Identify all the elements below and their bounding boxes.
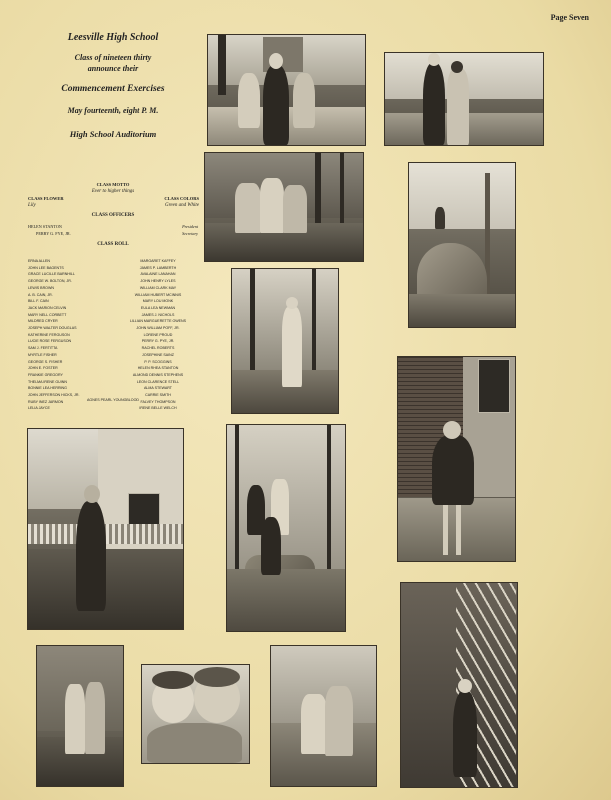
motto-label: CLASS MOTTO bbox=[96, 182, 130, 187]
officers-heading: CLASS OFFICERS bbox=[91, 213, 135, 218]
photo-girl-under-trees bbox=[231, 268, 339, 414]
roll-name: JOHN LEE BAGENTS bbox=[28, 265, 64, 270]
roll-name: HELEN RHEA STANTON bbox=[137, 366, 179, 371]
officer-title: President bbox=[182, 224, 198, 229]
motto-value: Ever to higher things bbox=[91, 189, 135, 194]
officer-title: Secretary bbox=[182, 231, 198, 236]
roll-name: KATHERINE FERGUSON bbox=[28, 332, 70, 337]
photo-boy-on-fire-escape bbox=[400, 582, 518, 788]
officer-row bbox=[28, 224, 198, 229]
event-title: Commencement Exercises bbox=[61, 84, 165, 94]
roll-last-name: AGNES PEARL YOUNGBLOOD bbox=[87, 398, 139, 402]
photo-group-on-stump bbox=[226, 424, 346, 632]
photo-three-students-porch bbox=[207, 34, 366, 146]
roll-name: AVALAINE LANAHAN bbox=[140, 272, 176, 277]
roll-name: LUCIE ROSE FERGUSON bbox=[28, 339, 72, 344]
roll-name: FRANKIE GREGORY bbox=[28, 372, 63, 377]
photo-girl-on-rock bbox=[408, 162, 516, 328]
roll-name: ALMA STEWART bbox=[144, 386, 172, 391]
class-line bbox=[28, 52, 198, 74]
photo-pair-in-grass bbox=[270, 645, 377, 787]
colors-label: CLASS COLORS bbox=[164, 196, 199, 201]
roll-left-column bbox=[28, 258, 80, 412]
school-name: Leesville High School bbox=[67, 32, 159, 43]
roll-name: MYRTLE FISHER bbox=[28, 352, 57, 357]
roll-name: ERNA ALLEN bbox=[28, 259, 50, 263]
roll-name: MARY LOU MONK bbox=[142, 299, 174, 304]
roll-name: EULA LEA NEWMAN bbox=[140, 305, 176, 310]
roll-name: LEON CLARENCE STELL bbox=[136, 379, 180, 384]
flower-label: CLASS FLOWER bbox=[28, 196, 64, 201]
photo-boy-with-saxophone bbox=[27, 428, 184, 630]
photo-couple-standing bbox=[384, 52, 544, 146]
roll-name: LORENE PROUD bbox=[143, 332, 173, 337]
class-line-2: announce their bbox=[87, 64, 139, 73]
colors-value: Green and White bbox=[165, 203, 199, 208]
roll-name: P. P. SCOGGINS bbox=[144, 359, 172, 364]
roll-name: RUBY INEZ JARMON bbox=[28, 399, 64, 404]
roll-name: PERRY G. PYE, JR. bbox=[141, 339, 175, 344]
roll-name: WILLIAM HUBERT MCINNIS bbox=[134, 292, 182, 297]
page-number: Page Seven bbox=[550, 13, 589, 22]
flower-value: Lily bbox=[28, 203, 36, 208]
officer-name: PERRY G. FYE, JR. bbox=[36, 231, 71, 236]
roll-name: WILLIAM CLARK MAY bbox=[139, 285, 177, 290]
roll-name: JOHN JEFFERSON HICKS, JR. bbox=[28, 393, 80, 398]
roll-name: CARRIE SMITH bbox=[145, 393, 171, 398]
roll-name: FALVEY THOMPSON bbox=[140, 399, 176, 404]
roll-name: THELMA IRENE GUINN bbox=[28, 379, 67, 384]
roll-name: LEWIS BROWN bbox=[28, 285, 54, 290]
roll-name: A. B. CAIN, JR. bbox=[28, 292, 53, 297]
photo-girls-seated-woods bbox=[204, 152, 364, 262]
roll-name: MILDRED CRYER bbox=[28, 319, 58, 324]
roll-name: ALMOND DENNIS STEPHENS bbox=[132, 372, 184, 377]
invitation-block bbox=[28, 32, 198, 139]
photo-girl-by-brick-wall bbox=[397, 356, 516, 562]
roll-name: SAM J. FERTITTA bbox=[28, 346, 58, 351]
roll-name: JOHN E. FOSTER bbox=[28, 366, 58, 371]
event-place: High School Auditorium bbox=[69, 129, 157, 139]
photo-two-girls-house bbox=[36, 645, 124, 787]
roll-name: JOSEPH WALTER DOUGLAS bbox=[28, 326, 77, 331]
roll-right-column bbox=[117, 258, 199, 412]
roll-name: MARY NELL CORBETT bbox=[28, 312, 67, 317]
class-line-1: Class of nineteen thirty bbox=[74, 53, 152, 62]
roll-name: JAMES J. NICHOLS bbox=[141, 312, 175, 317]
roll-name: MARGARET KAFFEY bbox=[140, 259, 176, 263]
roll-name: BILL F. CAIN bbox=[28, 299, 49, 304]
roll-name: JOSEPHINE SAINZ bbox=[142, 352, 174, 357]
photo-two-girls-closeup bbox=[141, 664, 250, 764]
roll-name: RACHEL ROBERTS bbox=[141, 346, 175, 351]
event-date: May fourteenth, eight P. M. bbox=[67, 106, 159, 115]
roll-name: JACK MARION CELVIN bbox=[28, 305, 67, 310]
roll-name: GEORGE W. BOLTON, JR. bbox=[28, 279, 72, 284]
roll-name: JOHN WILLIAM POFF, JR. bbox=[136, 326, 180, 331]
roll-name: JAMES P. LAMBERTH bbox=[139, 265, 177, 270]
roll-name: JOHN HENRY LYLES bbox=[140, 279, 176, 284]
roll-name: GEORGE S. FISHER bbox=[28, 359, 63, 364]
roll-name: GRACE LUCILLE BARNHILL bbox=[28, 272, 75, 277]
roll-name: BONNIE LEA HERRING bbox=[28, 386, 67, 391]
officer-row bbox=[28, 231, 198, 236]
roll-name: IRENE BELLE WELCH bbox=[139, 406, 177, 411]
roll-name: LELIA JAYCE bbox=[28, 406, 50, 411]
roll-name: LILLIAN MARGUERETTE OWENS bbox=[129, 319, 187, 324]
roll-heading: CLASS ROLL bbox=[97, 242, 129, 247]
officer-name: HELEN STANTON bbox=[28, 224, 62, 229]
